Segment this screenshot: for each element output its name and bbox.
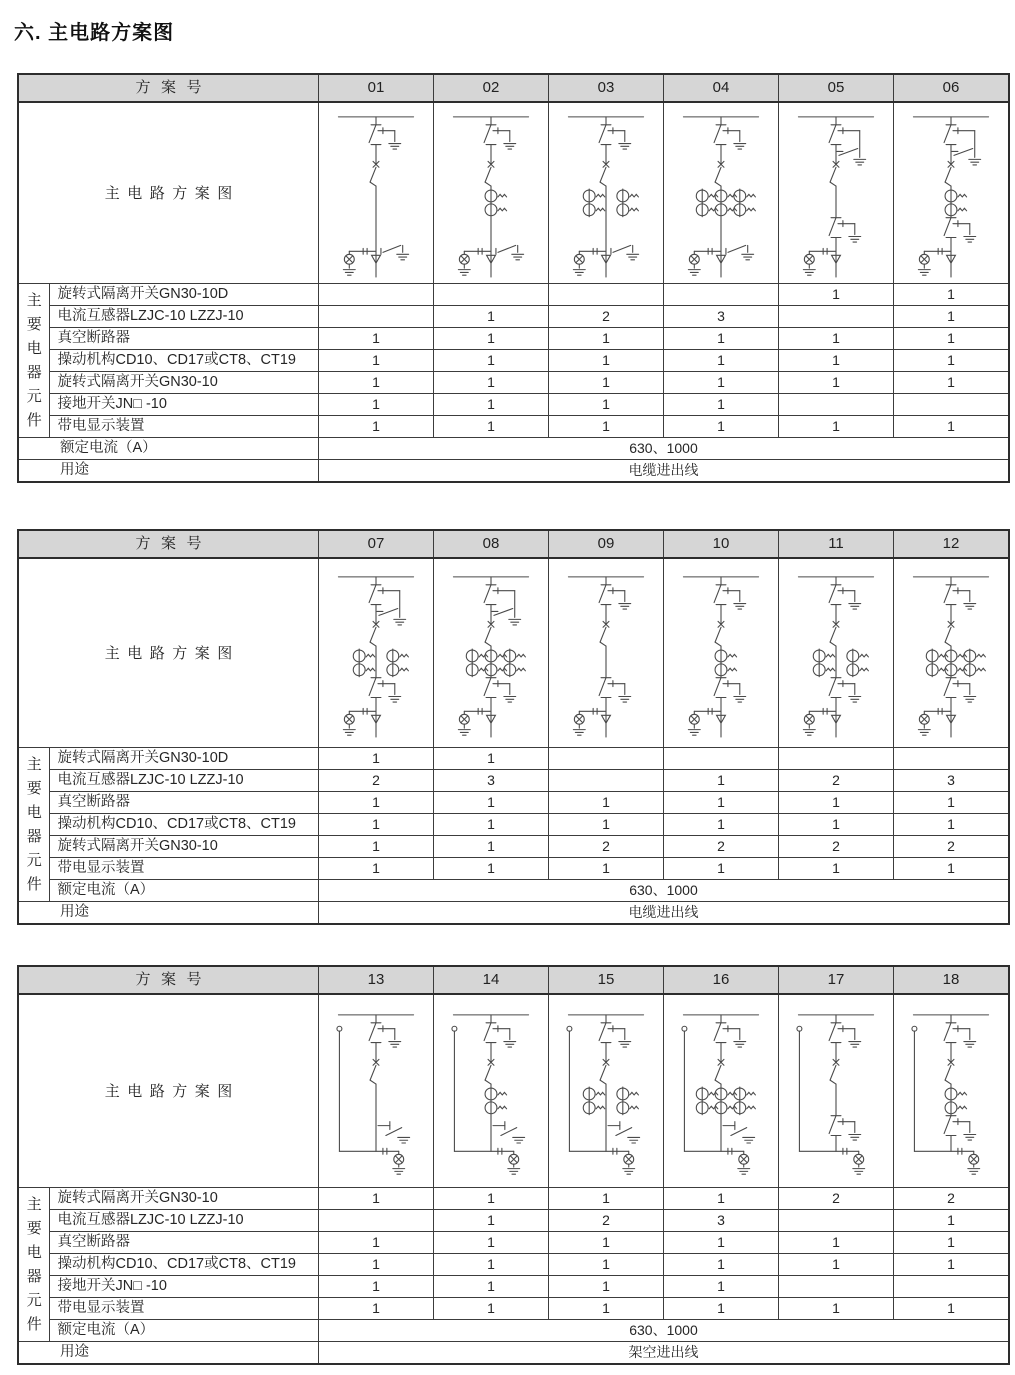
count-cell: 1 — [548, 814, 663, 836]
circuit-diagram-cell-16 — [663, 994, 778, 1188]
count-cell: 1 — [778, 1254, 893, 1276]
component-label: 真空断路器 — [50, 1232, 319, 1254]
count-cell: 1 — [778, 858, 893, 880]
count-cell: 1 — [893, 284, 1009, 306]
count-cell: 1 — [433, 328, 548, 350]
component-label: 真空断路器 — [50, 792, 319, 814]
diagram-row — [18, 558, 1009, 748]
count-cell: 1 — [318, 792, 433, 814]
count-cell — [893, 1276, 1009, 1298]
circuit-diagram-cell-13 — [318, 994, 433, 1188]
count-cell: 1 — [318, 1232, 433, 1254]
single-line-diagram-13 — [319, 1003, 433, 1179]
count-cell: 2 — [778, 770, 893, 792]
count-cell: 1 — [778, 284, 893, 306]
count-cell: 1 — [433, 1298, 548, 1320]
scheme-number-01: 01 — [318, 74, 433, 102]
count-cell: 3 — [663, 1210, 778, 1232]
circuit-diagram-cell-04 — [663, 102, 778, 284]
count-cell: 1 — [318, 1254, 433, 1276]
scheme-tables-container — [5, 73, 1010, 1365]
count-cell: 1 — [433, 1210, 548, 1232]
page-title: 六. 主电路方案图 — [14, 22, 175, 44]
count-cell: 1 — [433, 748, 548, 770]
component-label: 带电显示装置 — [50, 1298, 319, 1320]
component-label: 旋转式隔离开关GN30-10D — [50, 748, 319, 770]
count-cell: 2 — [548, 1210, 663, 1232]
single-line-diagram-08 — [434, 565, 548, 741]
single-line-diagram-14 — [434, 1003, 548, 1179]
single-line-diagram-05 — [779, 105, 893, 281]
count-cell: 1 — [433, 372, 548, 394]
count-cell: 1 — [778, 814, 893, 836]
component-label: 旋转式隔离开关GN30-10D — [50, 284, 319, 306]
scheme-number-12: 12 — [893, 530, 1009, 558]
count-cell: 1 — [663, 814, 778, 836]
count-cell: 1 — [778, 792, 893, 814]
count-cell: 1 — [893, 328, 1009, 350]
single-line-diagram-16 — [664, 1003, 778, 1179]
count-cell — [663, 284, 778, 306]
count-cell — [433, 284, 548, 306]
count-cell: 1 — [663, 372, 778, 394]
count-cell: 1 — [318, 858, 433, 880]
scheme-number-03: 03 — [548, 74, 663, 102]
count-cell: 1 — [433, 416, 548, 438]
circuit-diagram-cell-09 — [548, 558, 663, 748]
rated-current-row — [18, 880, 1009, 902]
scheme-number-09: 09 — [548, 530, 663, 558]
count-cell: 1 — [433, 1232, 548, 1254]
component-row — [18, 814, 1009, 836]
scheme-number-17: 17 — [778, 966, 893, 994]
count-cell — [318, 284, 433, 306]
count-cell: 1 — [893, 1232, 1009, 1254]
count-cell: 1 — [663, 1188, 778, 1210]
circuit-diagram-cell-08 — [433, 558, 548, 748]
scheme-table-3 — [17, 965, 1010, 1365]
count-cell: 2 — [548, 836, 663, 858]
single-line-diagram-02 — [434, 105, 548, 281]
circuit-diagram-cell-17 — [778, 994, 893, 1188]
component-row — [18, 1188, 1009, 1210]
component-label: 真空断路器 — [50, 328, 319, 350]
count-cell: 1 — [318, 814, 433, 836]
component-row — [18, 748, 1009, 770]
scheme-number-11: 11 — [778, 530, 893, 558]
count-cell: 1 — [433, 394, 548, 416]
diagram-row-label: 主电路方案图 — [18, 558, 318, 748]
count-cell: 2 — [893, 836, 1009, 858]
circuit-diagram-cell-07 — [318, 558, 433, 748]
component-label: 接地开关JN□ -10 — [50, 1276, 319, 1298]
circuit-diagram-cell-15 — [548, 994, 663, 1188]
table-header-row — [18, 966, 1009, 994]
rated-current-value: 630、1000 — [318, 438, 1009, 460]
count-cell — [778, 306, 893, 328]
count-cell: 1 — [893, 372, 1009, 394]
usage-row — [18, 902, 1009, 925]
count-cell: 1 — [778, 1298, 893, 1320]
component-label: 电流互感器LZJC-10 LZZJ-10 — [50, 306, 319, 328]
count-cell: 1 — [548, 416, 663, 438]
component-row — [18, 1254, 1009, 1276]
side-label: 主 要 电 器 元 件 — [18, 1188, 50, 1342]
side-label: 主 要 电 器 元 件 — [18, 284, 50, 438]
count-cell: 1 — [893, 350, 1009, 372]
diagram-row — [18, 994, 1009, 1188]
count-cell: 1 — [778, 1232, 893, 1254]
count-cell: 1 — [433, 1254, 548, 1276]
count-cell: 1 — [433, 814, 548, 836]
count-cell: 2 — [318, 770, 433, 792]
rated-current-row — [18, 1320, 1009, 1342]
component-label: 操动机构CD10、CD17或CT8、CT19 — [50, 350, 319, 372]
rated-current-label: 额定电流（A） — [50, 1320, 319, 1342]
count-cell: 1 — [548, 1298, 663, 1320]
single-line-diagram-17 — [779, 1003, 893, 1179]
count-cell: 1 — [663, 1254, 778, 1276]
component-row — [18, 836, 1009, 858]
scheme-number-14: 14 — [433, 966, 548, 994]
diagram-row-label: 主电路方案图 — [18, 102, 318, 284]
component-row — [18, 416, 1009, 438]
scheme-number-05: 05 — [778, 74, 893, 102]
component-label: 电流互感器LZJC-10 LZZJ-10 — [50, 770, 319, 792]
component-row — [18, 1276, 1009, 1298]
usage-value: 架空进出线 — [318, 1342, 1009, 1365]
count-cell: 1 — [318, 416, 433, 438]
component-row — [18, 328, 1009, 350]
count-cell — [548, 770, 663, 792]
diagram-row — [18, 102, 1009, 284]
usage-row — [18, 1342, 1009, 1365]
component-label: 旋转式隔离开关GN30-10 — [50, 836, 319, 858]
count-cell: 1 — [318, 350, 433, 372]
count-cell — [778, 1276, 893, 1298]
count-cell: 1 — [548, 350, 663, 372]
count-cell — [893, 748, 1009, 770]
count-cell: 1 — [548, 372, 663, 394]
count-cell: 1 — [778, 328, 893, 350]
component-label: 操动机构CD10、CD17或CT8、CT19 — [50, 814, 319, 836]
count-cell: 1 — [433, 306, 548, 328]
circuit-diagram-cell-10 — [663, 558, 778, 748]
component-row — [18, 1232, 1009, 1254]
component-row — [18, 306, 1009, 328]
count-cell: 2 — [778, 1188, 893, 1210]
count-cell: 2 — [778, 836, 893, 858]
count-cell: 1 — [893, 416, 1009, 438]
single-line-diagram-03 — [549, 105, 663, 281]
count-cell: 1 — [433, 350, 548, 372]
count-cell: 1 — [433, 1276, 548, 1298]
count-cell: 3 — [433, 770, 548, 792]
component-label: 操动机构CD10、CD17或CT8、CT19 — [50, 1254, 319, 1276]
count-cell: 1 — [318, 748, 433, 770]
usage-value: 电缆进出线 — [318, 460, 1009, 483]
single-line-diagram-10 — [664, 565, 778, 741]
count-cell: 1 — [663, 1276, 778, 1298]
table-header-row — [18, 530, 1009, 558]
scheme-number-13: 13 — [318, 966, 433, 994]
count-cell: 1 — [893, 792, 1009, 814]
circuit-diagram-cell-02 — [433, 102, 548, 284]
component-row — [18, 858, 1009, 880]
component-label: 旋转式隔离开关GN30-10 — [50, 1188, 319, 1210]
count-cell: 2 — [893, 1188, 1009, 1210]
table-header-row — [18, 74, 1009, 102]
count-cell: 1 — [433, 792, 548, 814]
count-cell — [318, 1210, 433, 1232]
rated-current-row — [18, 438, 1009, 460]
component-label: 带电显示装置 — [50, 416, 319, 438]
count-cell: 1 — [663, 1232, 778, 1254]
component-row — [18, 350, 1009, 372]
count-cell: 1 — [318, 1298, 433, 1320]
scheme-table-2 — [17, 529, 1010, 925]
diagram-row-label: 主电路方案图 — [18, 994, 318, 1188]
count-cell: 1 — [548, 1188, 663, 1210]
scheme-table-1 — [17, 73, 1010, 483]
count-cell: 1 — [893, 1254, 1009, 1276]
scheme-number-07: 07 — [318, 530, 433, 558]
component-label: 电流互感器LZJC-10 LZZJ-10 — [50, 1210, 319, 1232]
rated-current-value: 630、1000 — [318, 880, 1009, 902]
count-cell: 1 — [548, 1254, 663, 1276]
usage-label: 用途 — [18, 902, 318, 925]
count-cell: 1 — [893, 306, 1009, 328]
count-cell: 1 — [663, 770, 778, 792]
scheme-number-15: 15 — [548, 966, 663, 994]
count-cell: 1 — [548, 858, 663, 880]
count-cell: 1 — [893, 1298, 1009, 1320]
count-cell: 1 — [663, 350, 778, 372]
count-cell — [778, 1210, 893, 1232]
count-cell: 1 — [548, 792, 663, 814]
count-cell: 1 — [548, 1232, 663, 1254]
count-cell: 1 — [778, 372, 893, 394]
circuit-diagram-cell-06 — [893, 102, 1009, 284]
circuit-diagram-cell-12 — [893, 558, 1009, 748]
count-cell — [778, 748, 893, 770]
usage-label: 用途 — [18, 1342, 318, 1365]
count-cell — [548, 284, 663, 306]
count-cell: 1 — [663, 328, 778, 350]
count-cell: 1 — [663, 416, 778, 438]
count-cell: 1 — [318, 372, 433, 394]
rated-current-label: 额定电流（A） — [18, 438, 318, 460]
count-cell: 1 — [778, 416, 893, 438]
scheme-number-18: 18 — [893, 966, 1009, 994]
single-line-diagram-06 — [894, 105, 1008, 281]
scheme-number-08: 08 — [433, 530, 548, 558]
count-cell: 3 — [893, 770, 1009, 792]
rated-current-value: 630、1000 — [318, 1320, 1009, 1342]
scheme-number-10: 10 — [663, 530, 778, 558]
rated-current-label: 额定电流（A） — [50, 880, 319, 902]
circuit-diagram-cell-18 — [893, 994, 1009, 1188]
count-cell: 1 — [318, 836, 433, 858]
component-row — [18, 792, 1009, 814]
single-line-diagram-01 — [319, 105, 433, 281]
usage-label: 用途 — [18, 460, 318, 483]
count-cell: 1 — [433, 836, 548, 858]
single-line-diagram-12 — [894, 565, 1008, 741]
component-label: 旋转式隔离开关GN30-10 — [50, 372, 319, 394]
single-line-diagram-07 — [319, 565, 433, 741]
count-cell: 1 — [663, 792, 778, 814]
circuit-diagram-cell-03 — [548, 102, 663, 284]
side-label: 主 要 电 器 元 件 — [18, 748, 50, 902]
count-cell — [893, 394, 1009, 416]
component-row — [18, 770, 1009, 792]
count-cell: 1 — [893, 858, 1009, 880]
single-line-diagram-11 — [779, 565, 893, 741]
count-cell: 1 — [548, 1276, 663, 1298]
scheme-number-04: 04 — [663, 74, 778, 102]
single-line-diagram-04 — [664, 105, 778, 281]
usage-value: 电缆进出线 — [318, 902, 1009, 925]
component-row — [18, 1210, 1009, 1232]
count-cell: 1 — [663, 394, 778, 416]
single-line-diagram-18 — [894, 1003, 1008, 1179]
component-row — [18, 1298, 1009, 1320]
count-cell: 1 — [663, 1298, 778, 1320]
count-cell — [778, 394, 893, 416]
scheme-number-16: 16 — [663, 966, 778, 994]
count-cell — [663, 748, 778, 770]
count-cell: 1 — [893, 814, 1009, 836]
circuit-diagram-cell-01 — [318, 102, 433, 284]
scheme-number-02: 02 — [433, 74, 548, 102]
count-cell: 1 — [318, 394, 433, 416]
component-row — [18, 284, 1009, 306]
circuit-diagram-cell-11 — [778, 558, 893, 748]
count-cell: 1 — [318, 1188, 433, 1210]
count-cell: 2 — [663, 836, 778, 858]
count-cell: 3 — [663, 306, 778, 328]
count-cell: 1 — [318, 328, 433, 350]
count-cell: 1 — [318, 1276, 433, 1298]
count-cell — [548, 748, 663, 770]
component-row — [18, 372, 1009, 394]
count-cell: 2 — [548, 306, 663, 328]
component-row — [18, 394, 1009, 416]
single-line-diagram-15 — [549, 1003, 663, 1179]
component-label: 带电显示装置 — [50, 858, 319, 880]
single-line-diagram-09 — [549, 565, 663, 741]
count-cell — [318, 306, 433, 328]
count-cell: 1 — [433, 858, 548, 880]
count-cell: 1 — [893, 1210, 1009, 1232]
scheme-number-header: 方案号 — [18, 966, 318, 994]
component-label: 接地开关JN□ -10 — [50, 394, 319, 416]
scheme-number-header: 方案号 — [18, 74, 318, 102]
count-cell: 1 — [548, 394, 663, 416]
count-cell: 1 — [778, 350, 893, 372]
circuit-diagram-cell-05 — [778, 102, 893, 284]
scheme-number-header: 方案号 — [18, 530, 318, 558]
usage-row — [18, 460, 1009, 483]
count-cell: 1 — [548, 328, 663, 350]
scheme-number-06: 06 — [893, 74, 1009, 102]
count-cell: 1 — [433, 1188, 548, 1210]
count-cell: 1 — [663, 858, 778, 880]
circuit-diagram-cell-14 — [433, 994, 548, 1188]
